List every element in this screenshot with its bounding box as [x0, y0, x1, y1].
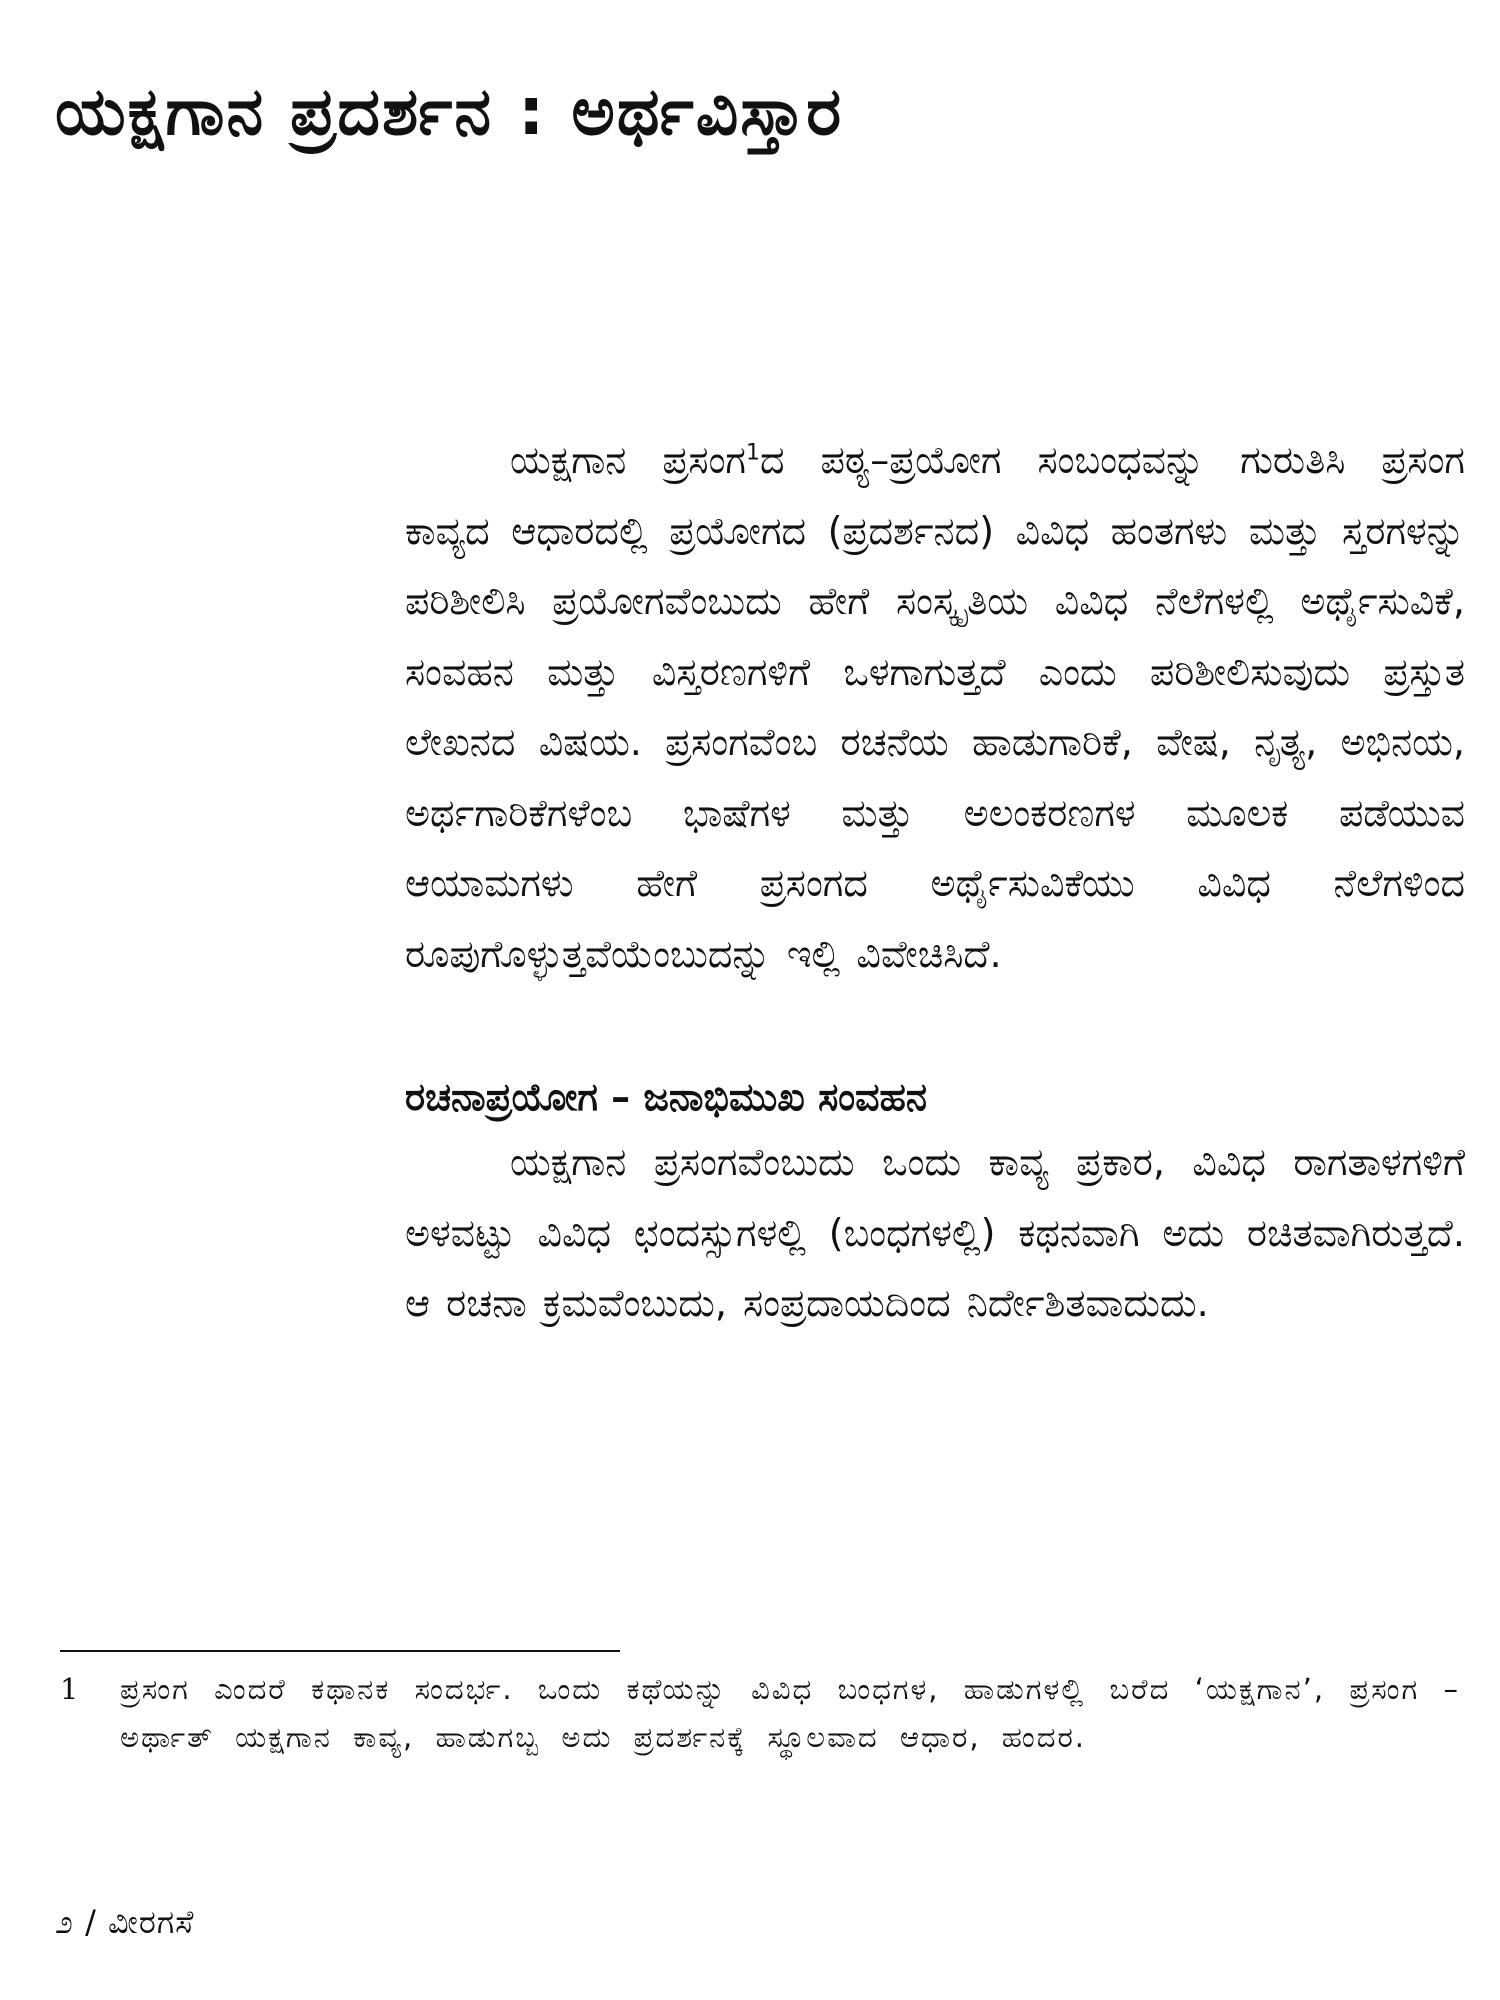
footnote-divider — [60, 1650, 620, 1652]
footnote-text: ಪ್ರಸಂಗ ಎಂದರೆ ಕಥಾನಕ ಸಂದರ್ಭ. ಒಂದು ಕಥೆಯನ್ನು ವಿವಿಧ ಬಂಧಗಳ, ಹಾಡುಗಳಲ್ಲಿ ಬರೆದ ‘ಯಕ್ಷಗಾನ’, ಪ್ರಸಂಗ – ಅರ್ಥಾತ್ ಯಕ್ಷಗಾನ ಕಾವ್ಯ, ಹಾಡುಗಬ್ಬ ಅದು ಪ್ರದರ್ಶನಕ್ಕೆ ಸ್ಥೂಲವಾದ ಆಧಾರ, ಹಂದರ. — [120, 1672, 1460, 1754]
intro-paragraph — [405, 425, 1465, 989]
footnote-number: 1 — [60, 1672, 79, 1706]
footnote — [60, 1665, 1460, 1761]
page-folio: ೨ / ವೀರಗಸೆ — [55, 1903, 195, 1941]
page-title: ಯಕ್ಷಗಾನ ಪ್ರದರ್ಶನ : ಅರ್ಥವಿಸ್ತಾರ — [55, 73, 844, 150]
section-heading: ರಚನಾಪ್ರಯೋಗ – ಜನಾಭಿಮುಖ ಸಂವಹನ — [405, 1075, 927, 1119]
intro-paragraph-rest: ದ ಪಠ್ಯ–ಪ್ರಯೋಗ ಸಂಬಂಧವನ್ನು ಗುರುತಿಸಿ ಪ್ರಸಂಗ ಕಾವ್ಯದ ಆಧಾರದಲ್ಲಿ ಪ್ರಯೋಗದ (ಪ್ರದರ್ಶನದ) ವಿವಿಧ ಹಂತಗಳು ಮತ್ತು ಸ್ತರಗಳನ್ನು ಪರಿಶೀಲಿಸಿ ಪ್ರಯೋಗವೆಂಬುದು ಹೇಗೆ ಸಂಸ್ಕೃತಿಯ ವಿವಿಧ ನೆಲೆಗಳಲ್ಲಿ ಅರ್ಥೈಸುವಿಕೆ, ಸಂವಹನ ಮತ್ತು ವಿಸ್ತರಣಗಳಿಗೆ ಒಳಗಾಗುತ್ತದೆ ಎಂದು ಪರಿಶೀಲಿಸುವುದು ಪ್ರಸ್ತುತ ಲೇಖನದ ವಿಷಯ. ಪ್ರಸಂಗವೆಂಬ ರಚನೆಯ ಹಾಡುಗಾರಿಕೆ, ವೇಷ, ನೃತ್ಯ, ಅಭಿನಯ, ಅರ್ಥಗಾರಿಕೆಗಳೆಂಬ ಭಾಷೆಗಳ ಮತ್ತು ಅಲಂಕರಣಗಳ ಮೂಲಕ ಪಡೆಯುವ ಆಯಾಮಗಳು ಹೇಗೆ ಪ್ರಸಂಗದ ಅರ್ಥೈಸುವಿಕೆಯು ವಿವಿಧ ನೆಲೆಗಳಿಂದ ರೂಪುಗೊಳ್ಳುತ್ತವೆಯೆಂಬುದನ್ನು ಇಲ್ಲಿ ವಿವೇಚಿಸಿದೆ. — [405, 438, 1465, 976]
intro-paragraph-start: ಯಕ್ಷಗಾನ ಪ್ರಸಂಗ — [510, 438, 746, 482]
main-text — [405, 425, 1465, 1339]
footnote-reference[interactable]: 1 — [745, 440, 760, 466]
section-paragraph: ಯಕ್ಷಗಾನ ಪ್ರಸಂಗವೆಂಬುದು ಒಂದು ಕಾವ್ಯ ಪ್ರಕಾರ, ವಿವಿಧ ರಾಗತಾಳಗಳಿಗೆ ಅಳವಟ್ಟು ವಿವಿಧ ಛಂದಸ್ಸುಗಳಲ್ಲಿ (ಬಂಧಗಳಲ್ಲಿ) ಕಥನವಾಗಿ ಅದು ರಚಿತವಾಗಿರುತ್ತದೆ. ಆ ರಚನಾ ಕ್ರಮವೆಂಬುದು, ಸಂಪ್ರದಾಯದಿಂದ ನಿರ್ದೇಶಿತವಾದುದು. — [405, 1140, 1465, 1325]
